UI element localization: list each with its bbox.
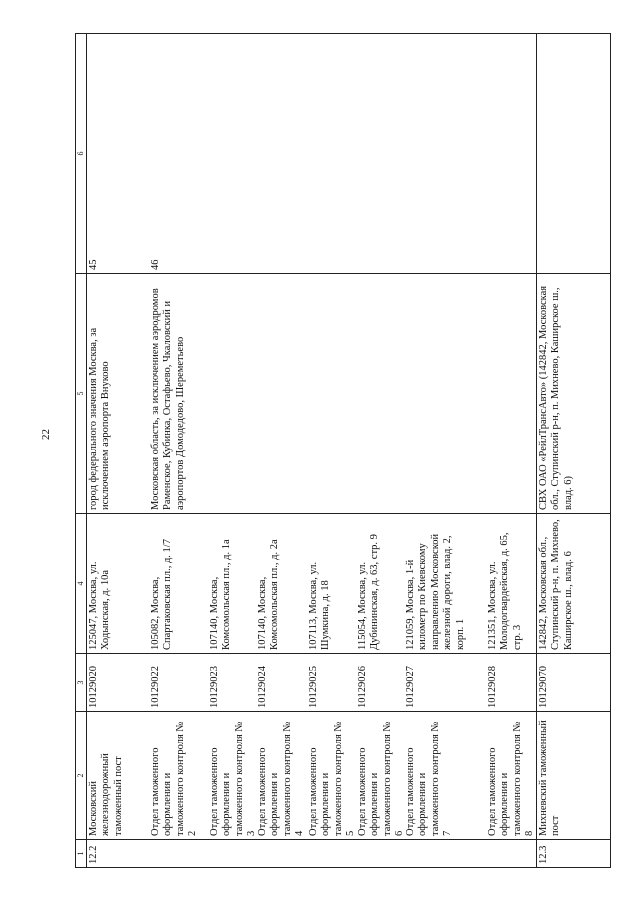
header-col-1: 1: [76, 840, 87, 868]
code-cell: [87, 654, 537, 712]
note-cell: [87, 34, 537, 274]
post-region: город федерального значения Москва, за исключением аэропорта Внуково: [88, 327, 112, 510]
row-number: 12.2: [87, 840, 537, 868]
post-code: 10129026: [357, 666, 368, 708]
region-cell: [87, 274, 537, 514]
page-number: 22: [40, 429, 52, 440]
post-note: 45: [88, 259, 99, 270]
table-row: [537, 34, 611, 868]
post-code: 10129023: [209, 666, 220, 708]
header-col-3: 3: [76, 654, 87, 712]
post-code: 10129020: [88, 666, 99, 708]
post-name: Московский железнодорожный таможенный пост: [88, 753, 124, 836]
post-code: 10129025: [308, 666, 319, 708]
post-code: 10129024: [257, 666, 268, 708]
header-col-2: 2: [76, 712, 87, 840]
header-row: [76, 34, 87, 868]
post-region: Московская область, за исключением аэродромов Раменское, Кубинка, Остафьево, Чкаловский и аэропортов Домодедово, Шереметьево: [150, 288, 186, 510]
post-address: 115054, Москва, ул. Дубининская, д. 63, стр. 9: [357, 534, 381, 650]
post-note: 46: [150, 259, 161, 270]
post-note: [537, 34, 611, 274]
post-code: 10129022: [150, 666, 161, 708]
post-name: Отдел таможенного оформления и таможенного контроля № 3: [209, 721, 258, 836]
header-col-5: 5: [76, 274, 87, 514]
post-name: Отдел таможенного оформления и таможенного контроля № 8: [487, 721, 536, 836]
post-code: 10129027: [405, 666, 416, 708]
header-col-6: 6: [76, 34, 87, 274]
header-col-4: 4: [76, 514, 87, 654]
post-name: Отдел таможенного оформления и таможенного контроля № 2: [150, 721, 199, 836]
post-name: Отдел таможенного оформления и таможенного контроля № 7: [405, 721, 454, 836]
post-address: 125047, Москва, ул. Ходынская, д. 10а: [88, 561, 112, 650]
post-name: Отдел таможенного оформления и таможенного контроля № 5: [308, 721, 357, 836]
post-address: 121351, Москва, ул. Молодогвардейская, д. 65, стр. 3: [487, 532, 523, 650]
post-code: 10129028: [487, 666, 498, 708]
post-address: 105082, Москва, Спартаковская пл., д. 1/7: [150, 539, 174, 650]
address-cell: [87, 514, 537, 654]
post-address: 107140, Москва, Комсомольская пл., д. 2а: [257, 539, 281, 650]
post-name: Отдел таможенного оформления и таможенного контроля № 4: [257, 721, 306, 836]
post-address: 107113, Москва, ул. Шумкина, д. 18: [308, 561, 332, 650]
post-address: 107140, Москва, Комсомольская пл., д. 1а: [209, 539, 233, 650]
row-number: 12.3: [537, 840, 611, 868]
post-region: СВХ ОАО «РейлТрансАвто» (142842, Московская обл., Ступинский р-н, п. Михнево, Каширское ш., влад. 6): [537, 274, 611, 514]
post-name: Михневский таможенный пост: [537, 712, 611, 840]
rotated-table-container: [75, 34, 611, 868]
post-name: Отдел таможенного оформления и таможенного контроля № 6: [357, 721, 406, 836]
post-address: 121059, Москва, 1-й километр по Киевскому направлению Московской железной дороги, влад. 2, корп. 1: [405, 533, 466, 650]
customs-table: [75, 33, 611, 868]
post-code: 10129070: [537, 654, 611, 712]
post-address: 142842, Московская обл., Ступинский р-н, п. Михнево, Каширское ш., влад. 6: [537, 514, 611, 654]
post-name-cell: [87, 712, 537, 840]
table-row: [87, 34, 537, 868]
